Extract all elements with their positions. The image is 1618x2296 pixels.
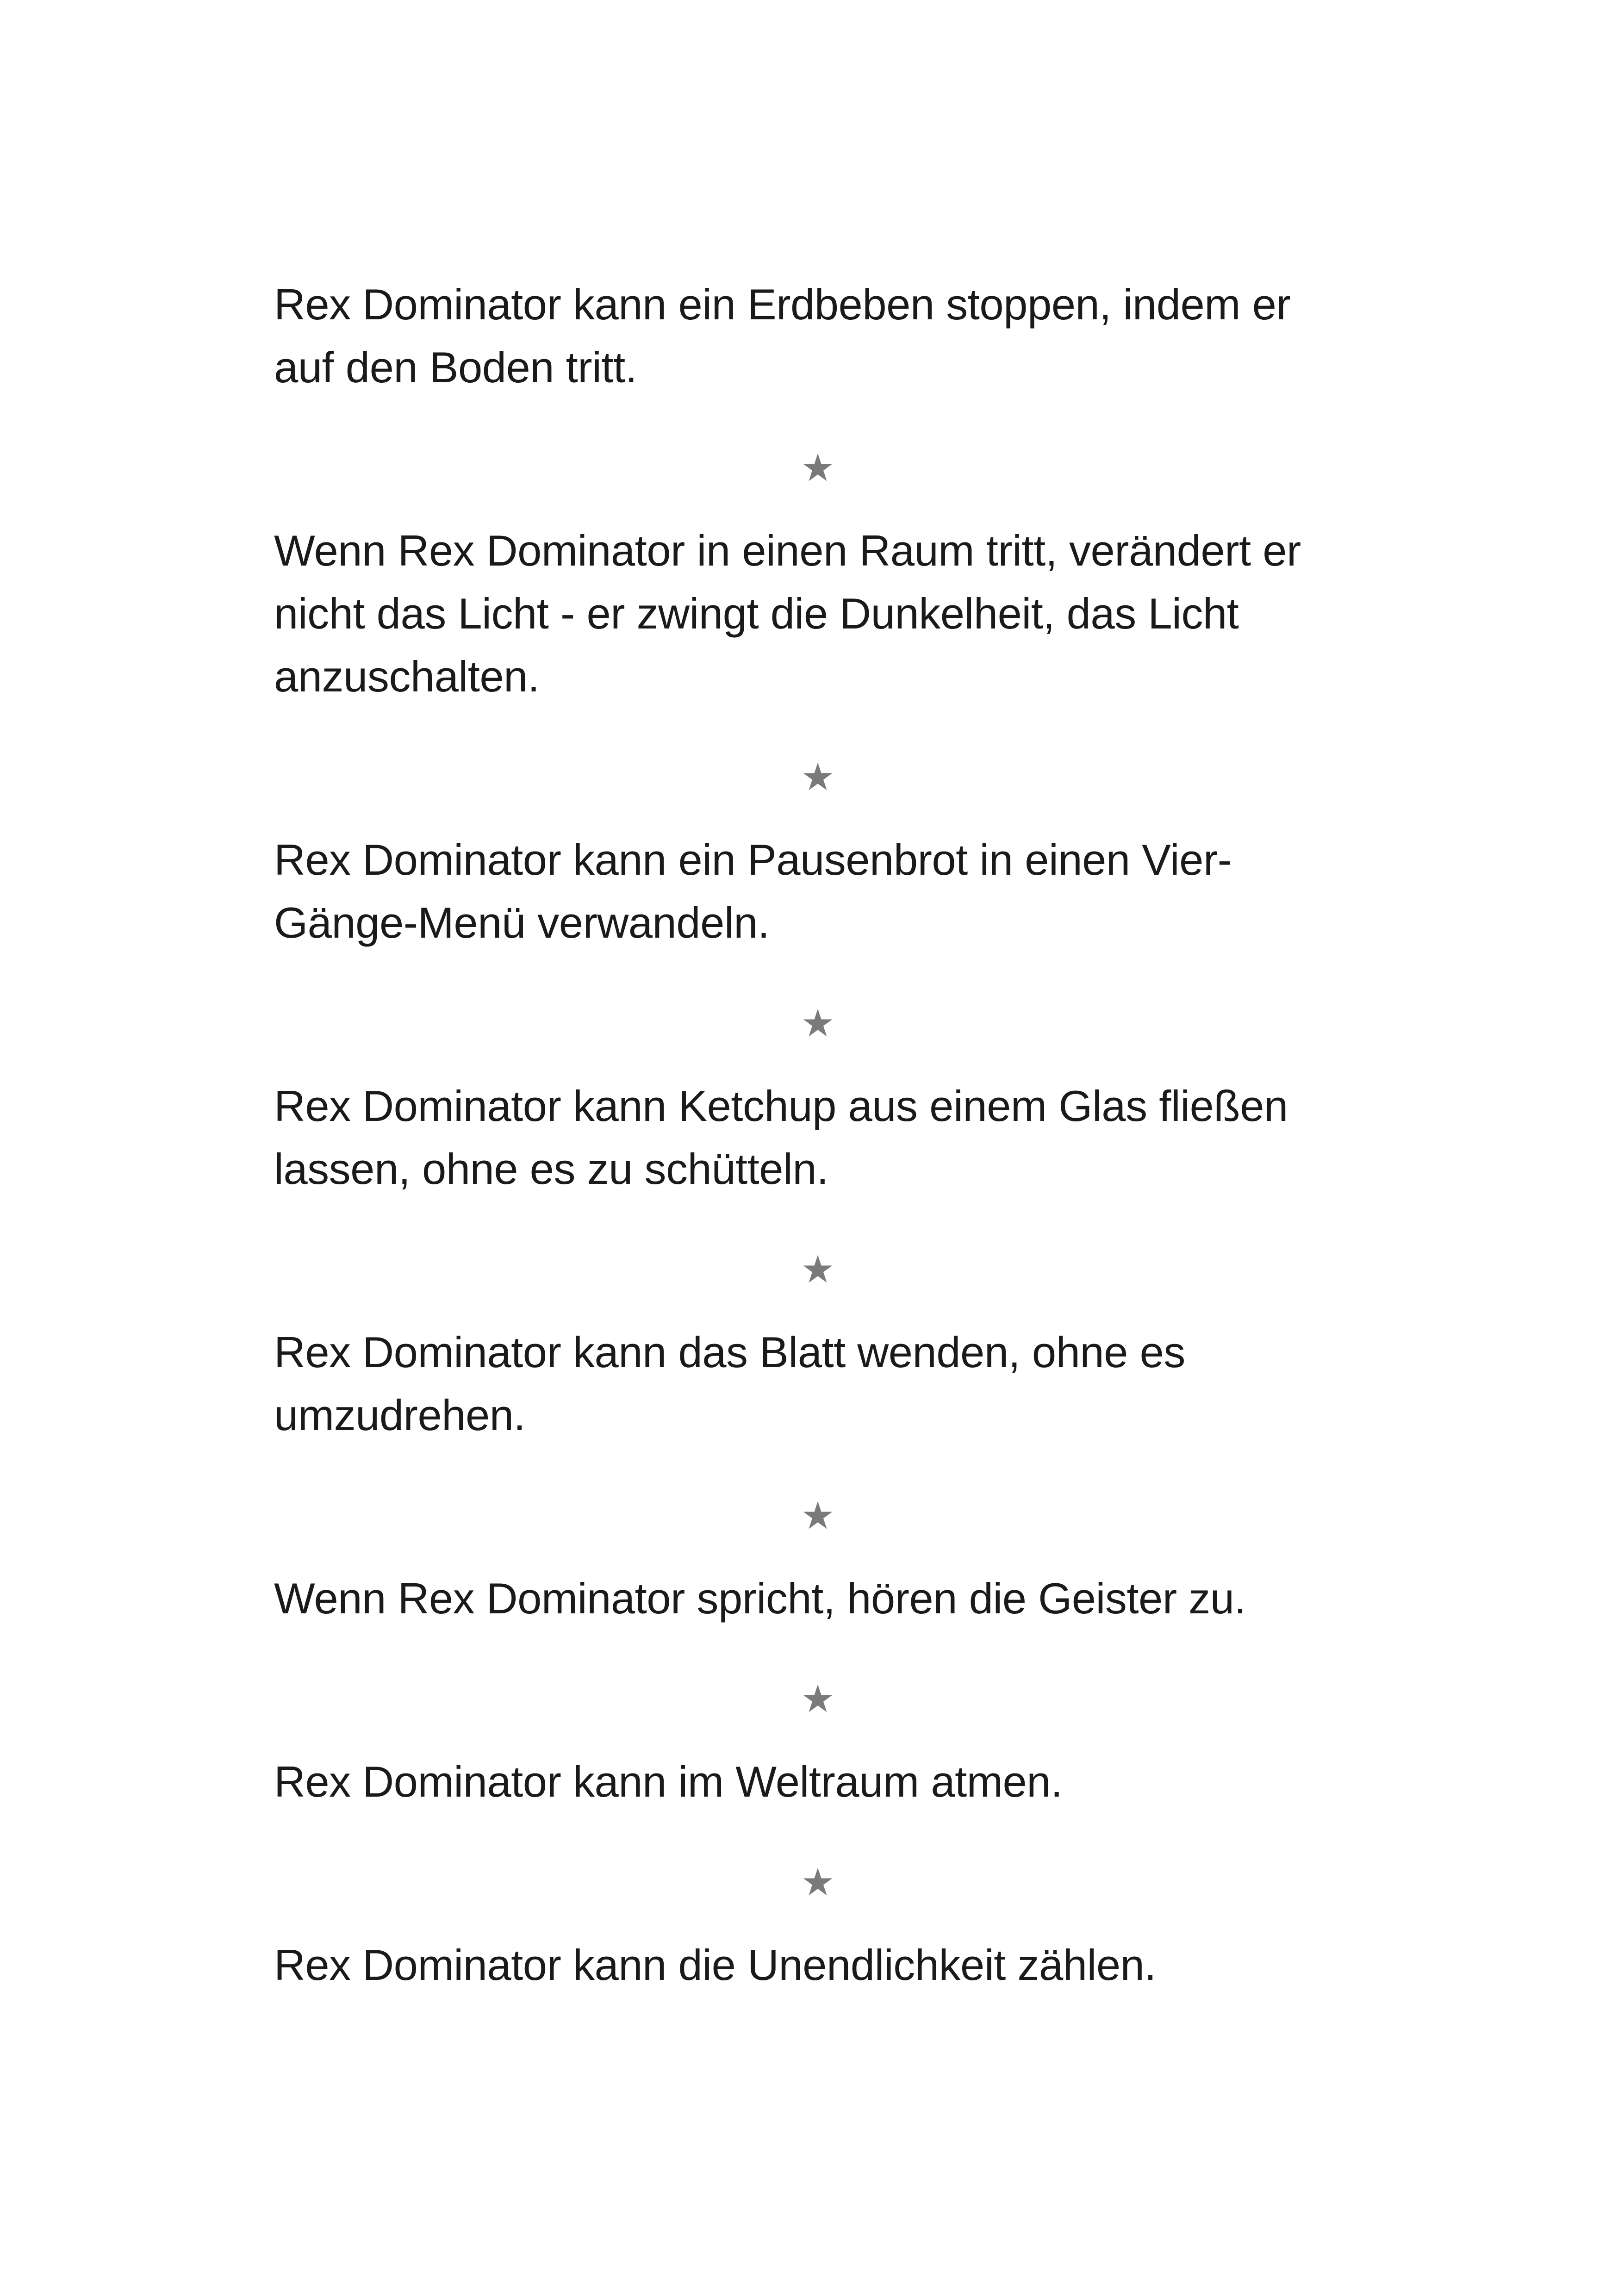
star-separator <box>274 1493 1362 1539</box>
document-page <box>274 273 1362 1997</box>
star-separator <box>274 754 1362 801</box>
star-icon: ★ <box>801 1677 835 1721</box>
fact-paragraph: Rex Dominator kann ein Erdbeben stoppen, indem er auf den Boden tritt. <box>274 280 1291 392</box>
fact-paragraph: Wenn Rex Dominator in einen Raum tritt, verändert er nicht das Licht - er zwingt die Dunkelheit, das Licht anzuschalten. <box>274 526 1301 701</box>
fact-paragraph: Rex Dominator kann im Weltraum atmen. <box>274 1757 1063 1806</box>
fact-paragraph: Rex Dominator kann Ketchup aus einem Glas fließen lassen, ohne es zu schütteln. <box>274 1082 1288 1193</box>
star-icon: ★ <box>801 1002 835 1045</box>
fact-paragraph: Rex Dominator kann das Blatt wenden, ohne es umzudrehen. <box>274 1328 1185 1439</box>
star-separator <box>274 1676 1362 1723</box>
star-icon: ★ <box>801 1248 835 1292</box>
fact-paragraph: Rex Dominator kann die Unendlichkeit zählen. <box>274 1941 1157 1989</box>
fact-paragraph: Wenn Rex Dominator spricht, hören die Geister zu. <box>274 1574 1246 1623</box>
star-separator <box>274 1247 1362 1293</box>
star-separator <box>274 445 1362 492</box>
star-icon: ★ <box>801 1494 835 1538</box>
star-icon: ★ <box>801 1860 835 1904</box>
fact-paragraph: Rex Dominator kann ein Pausenbrot in einen Vier-Gänge-Menü verwandeln. <box>274 835 1232 947</box>
star-icon: ★ <box>801 446 835 490</box>
star-separator <box>274 1860 1362 1906</box>
star-icon: ★ <box>801 755 835 799</box>
star-separator <box>274 1001 1362 1047</box>
